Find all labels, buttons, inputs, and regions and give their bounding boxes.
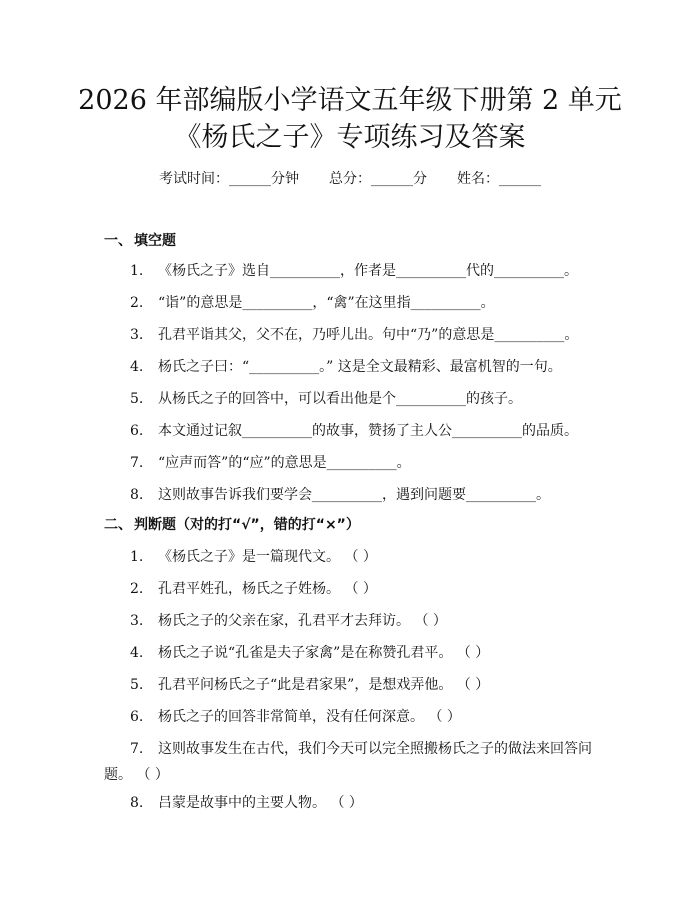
question-item bbox=[130, 294, 495, 312]
question-text: 杨氏之子的父亲在家，孔君平才去拜访。 （ ） bbox=[158, 613, 447, 629]
question-number: 7. bbox=[130, 741, 144, 757]
question-text: 杨氏之子曰：“__________。” 这是全文最精彩、最富机智的一句。 bbox=[158, 359, 562, 375]
question-text: 《杨氏之子》选自__________，作者是__________代的__________。 bbox=[158, 263, 578, 279]
question-item bbox=[130, 358, 562, 376]
exam-meta bbox=[0, 170, 700, 188]
question-text: 从杨氏之子的回答中，可以看出他是个__________的孩子。 bbox=[158, 391, 522, 407]
section-number: 一、 bbox=[104, 233, 132, 249]
question-text: “应声而答”的“应”的意思是__________。 bbox=[158, 455, 411, 471]
question-item bbox=[130, 612, 447, 630]
question-item bbox=[130, 326, 578, 344]
section-number: 二、 bbox=[104, 517, 132, 533]
question-number: 2. bbox=[130, 295, 144, 311]
question-number: 5. bbox=[130, 391, 144, 407]
question-text: 《杨氏之子》是一篇现代文。 （ ） bbox=[158, 549, 377, 565]
question-item bbox=[130, 580, 377, 598]
question-number: 3. bbox=[130, 613, 144, 629]
question-item bbox=[130, 262, 578, 280]
question-item bbox=[130, 390, 522, 408]
exam-time: 考试时间：______分钟 bbox=[159, 171, 299, 187]
question-number: 1. bbox=[130, 263, 144, 279]
question-text: 这则故事告诉我们要学会__________，遇到问题要__________。 bbox=[158, 487, 550, 503]
question-item bbox=[130, 454, 411, 472]
question-number: 7. bbox=[130, 455, 144, 471]
question-item bbox=[130, 676, 489, 694]
question-number: 8. bbox=[130, 487, 144, 503]
exam-score: 总分：______分 bbox=[329, 171, 427, 187]
question-number: 2. bbox=[130, 581, 144, 597]
question-item bbox=[130, 422, 578, 440]
question-text: 孔君平姓孔，杨氏之子姓杨。 （ ） bbox=[158, 581, 377, 597]
question-number: 5. bbox=[130, 677, 144, 693]
question-text: “诣”的意思是__________，“禽”在这里指__________。 bbox=[158, 295, 495, 311]
question-number: 6. bbox=[130, 709, 144, 725]
question-item bbox=[130, 486, 550, 504]
student-name: 姓名：______ bbox=[457, 171, 541, 187]
question-item bbox=[130, 794, 363, 812]
section-heading-fill-blank bbox=[104, 232, 176, 250]
question-text: 孔君平问杨氏之子“此是君家果”，是想戏弄他。 （ ） bbox=[158, 677, 490, 693]
question-text: 杨氏之子说“孔雀是夫子家禽”是在称赞孔君平。 （ ） bbox=[158, 645, 490, 661]
question-number: 8. bbox=[130, 795, 144, 811]
section-heading-true-false bbox=[104, 516, 360, 534]
question-item bbox=[104, 736, 594, 788]
section-title: 判断题（对的打“√”，错的打“×”） bbox=[134, 517, 360, 533]
question-number: 4. bbox=[130, 359, 144, 375]
question-number: 3. bbox=[130, 327, 144, 343]
question-number: 1. bbox=[130, 549, 144, 565]
question-text: 这则故事发生在古代，我们今天可以完全照搬杨氏之子的做法来回答问题。 （ ） bbox=[104, 741, 592, 783]
question-number: 4. bbox=[130, 645, 144, 661]
question-number: 6. bbox=[130, 423, 144, 439]
question-item bbox=[130, 548, 377, 566]
question-text: 孔君平诣其父，父不在，乃呼儿出。句中“乃”的意思是__________。 bbox=[158, 327, 579, 343]
question-text: 本文通过记叙__________的故事，赞扬了主人公__________的品质。 bbox=[158, 423, 578, 439]
question-text: 吕蒙是故事中的主要人物。 （ ） bbox=[158, 795, 363, 811]
question-text: 杨氏之子的回答非常简单，没有任何深意。 （ ） bbox=[158, 709, 461, 725]
question-item bbox=[130, 708, 461, 726]
question-item bbox=[130, 644, 489, 662]
section-title: 填空题 bbox=[134, 233, 176, 249]
document-title-line-2: 《杨氏之子》专项练习及答案 bbox=[174, 122, 526, 153]
document-title-line-1: 2026 年部编版小学语文五年级下册第 2 单元 bbox=[78, 85, 622, 116]
